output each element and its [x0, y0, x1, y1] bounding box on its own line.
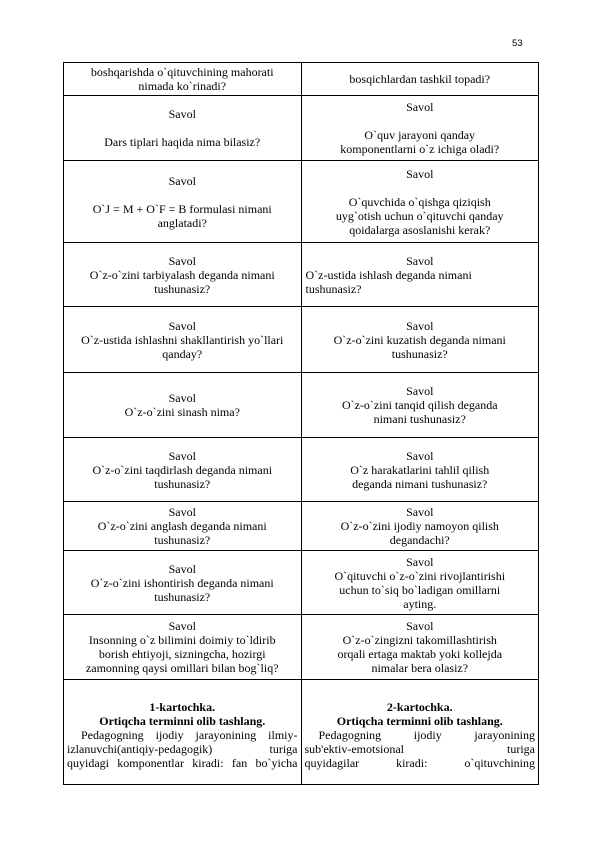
card-text: sub'ektiv-emotsional turiga	[304, 742, 535, 756]
question-text: nimani tushunasiz?	[373, 412, 466, 426]
question-label: Savol	[168, 505, 196, 519]
question-text: tushunasiz?	[154, 476, 211, 491]
table-row	[64, 96, 539, 161]
card-text: izlanuvchi(antiqiy-pedagogik) turiga	[67, 742, 298, 756]
question-cell-right	[301, 438, 539, 502]
question-text: tushunasiz?	[391, 346, 448, 361]
question-text: ayting.	[403, 596, 437, 611]
question-cell-right	[301, 161, 539, 243]
question-cell-right	[301, 63, 539, 96]
question-text: uyg`otish uchun o`qituvchi qanday	[335, 208, 504, 223]
question-cell-left	[64, 63, 302, 96]
question-text: orqali ertaga maktab yoki kollejda	[337, 647, 503, 661]
question-cell-left	[64, 502, 302, 551]
question-cell-left	[64, 551, 302, 615]
question-cell-right	[301, 373, 539, 438]
question-text: anglatadi?	[157, 215, 207, 230]
question-text: qoidalarga asoslanishi kerak?	[349, 222, 491, 237]
question-cell-right	[301, 243, 539, 307]
question-text: O`z-o`zini sinash nima?	[124, 405, 240, 419]
question-text: degandachi?	[389, 533, 450, 547]
question-text: tushunasiz?	[154, 589, 211, 604]
question-text: nimalar bera olasiz?	[371, 661, 469, 675]
question-text: O`quv jarayoni qanday	[364, 128, 476, 142]
question-cell-left	[64, 438, 302, 502]
question-cell-left	[64, 243, 302, 307]
question-label: Savol	[168, 448, 196, 463]
card	[67, 698, 298, 780]
card-title: 2-kartochka.	[386, 700, 453, 714]
question-text: Insonning o`z bilimini doimiy to`ldirib	[88, 633, 276, 647]
question-text: qanday?	[162, 346, 203, 361]
question-label: Savol	[406, 318, 434, 333]
question-text: O`z-ustida ishlash deganda nimani	[305, 267, 472, 282]
question-cell-right	[301, 615, 539, 680]
question-text: O`z-o`zini anglash deganda nimani	[97, 519, 267, 533]
question-text: tushunasiz?	[154, 533, 211, 547]
question-text: O`z-o`zingizni takomillashtirish	[342, 633, 497, 647]
question-text: tushunasiz?	[305, 281, 362, 296]
table-row	[64, 680, 539, 785]
card-title: 1-kartochka.	[149, 700, 216, 714]
question-label: Savol	[406, 448, 434, 463]
question-label: Savol	[168, 253, 196, 268]
question-text: O`J = M + O`F = B formulasi nimani	[92, 201, 272, 216]
table-row	[64, 161, 539, 243]
question-cell-right	[301, 551, 539, 615]
question-label: Savol	[406, 100, 434, 114]
card-text: Pedagogning ijodiy jarayonining ilmiy-	[81, 728, 298, 742]
question-text: O`z-o`zini ijodiy namoyon qilish	[340, 519, 499, 533]
question-label: Savol	[406, 384, 434, 398]
question-cell-left	[64, 615, 302, 680]
question-text: O`z-o`zini kuzatish deganda nimani	[333, 332, 506, 347]
table-row	[64, 307, 539, 373]
card-text: Pedagogning ijodiy jarayonining	[318, 728, 535, 742]
question-label: Savol	[406, 554, 434, 569]
question-label: Savol	[168, 561, 196, 576]
question-cell-right	[301, 307, 539, 373]
question-text: O`z harakatlarini tahlil qilish	[350, 462, 490, 477]
question-text: boshqarishda o`qituvchining mahorati	[90, 65, 274, 79]
card-subtitle: Ortiqcha terminni olib tashlang.	[336, 714, 503, 728]
question-text: O`z-ustida ishlashni shakllantirish yo`llari	[81, 332, 284, 347]
question-label: Savol	[406, 166, 434, 181]
question-text: O`z-o`zini tanqid qilish deganda	[341, 398, 498, 412]
question-text: komponentlarni o`z ichiga oladi?	[340, 142, 500, 156]
card-subtitle: Ortiqcha terminni olib tashlang.	[99, 714, 266, 728]
table-row	[64, 438, 539, 502]
card-cell-left	[64, 680, 302, 785]
question-cell-right	[301, 96, 539, 161]
table-row	[64, 502, 539, 551]
question-table	[63, 62, 539, 785]
question-text: bosqichlardan tashkil topadi?	[349, 72, 491, 86]
question-text: O`z-o`zini taqdirlash deganda nimani	[92, 462, 273, 477]
question-label: Savol	[168, 107, 196, 121]
table-row	[64, 551, 539, 615]
question-text: O`z-o`zini tarbiyalash deganda nimani	[89, 267, 275, 282]
card-text: quyidagilar kiradi: o`qituvchining	[304, 756, 535, 770]
card-text: quyidagi komponentlar kiradi: fan bo`yicha	[67, 756, 298, 770]
card-cell-right	[301, 680, 539, 785]
question-label: Savol	[168, 619, 196, 633]
question-label: Savol	[168, 173, 196, 188]
question-cell-left	[64, 161, 302, 243]
table-row	[64, 63, 539, 96]
question-text: deganda nimani tushunasiz?	[352, 476, 488, 491]
question-text: O`qituvchi o`z-o`zini rivojlantirishi	[334, 568, 506, 583]
question-text: borish ehtiyoji, sizningcha, hozirgi	[98, 647, 266, 661]
question-text: O`quvchida o`qishga qiziqish	[348, 194, 491, 209]
question-text: tushunasiz?	[154, 281, 211, 296]
question-text: uchun to`siq bo`ladigan omillarni	[339, 582, 501, 597]
question-cell-right	[301, 502, 539, 551]
question-label: Savol	[406, 505, 434, 519]
page-number: 53	[512, 38, 523, 49]
question-cell-left	[64, 373, 302, 438]
question-text: zamonning qaysi omillari bilan bog`liq?	[85, 661, 279, 675]
table-row	[64, 615, 539, 680]
question-text: O`z-o`zini ishontirish deganda nimani	[90, 575, 274, 590]
question-label: Savol	[168, 318, 196, 333]
question-cell-left	[64, 96, 302, 161]
table-row	[64, 243, 539, 307]
table-row	[64, 373, 539, 438]
question-text: nimada ko`rinadi?	[138, 79, 227, 93]
question-cell-left	[64, 307, 302, 373]
question-label: Savol	[168, 391, 196, 405]
question-text: Dars tiplari haqida nima bilasiz?	[104, 135, 261, 149]
question-label: Savol	[406, 253, 434, 268]
card	[305, 698, 536, 780]
question-label: Savol	[406, 619, 434, 633]
